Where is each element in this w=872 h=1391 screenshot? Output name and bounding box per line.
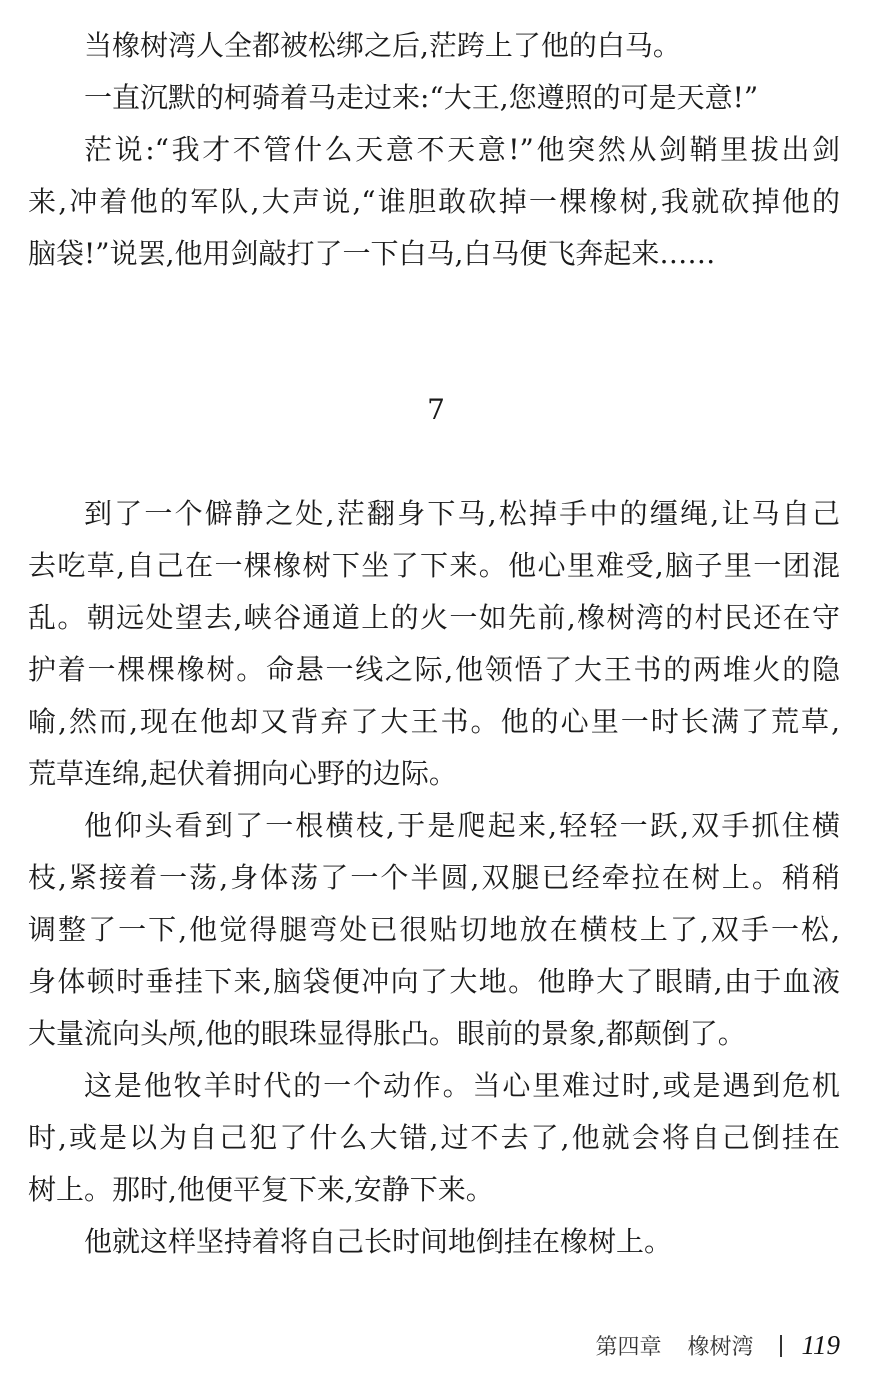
chapter-label: 第四章 [595,1335,662,1360]
text-line: 身体顿时垂挂下来,脑袋便冲向了大地。他睁大了眼睛,由于血液 [28,965,840,998]
text-line: 一直沉默的柯骑着马走过来:“大王,您遵照的可是天意!” [84,81,759,114]
text-line: 当橡树湾人全都被松绑之后,茫跨上了他的白马。 [84,29,681,62]
text-line: 去吃草,自己在一棵橡树下坐了下来。他心里难受,脑子里一团混 [28,549,840,582]
text-line: 大量流向头颅,他的眼珠显得胀凸。眼前的景象,都颠倒了。 [28,1017,746,1050]
text-line: 喻,然而,现在他却又背弃了大王书。他的心里一时长满了荒草, [28,705,840,738]
text-line: 乱。朝远处望去,峡谷通道上的火一如先前,橡树湾的村民还在守 [28,601,840,634]
text-line: 脑袋!”说罢,他用剑敲打了一下白马,白马便飞奔起来…… [28,237,716,270]
text-line: 这是他牧羊时代的一个动作。当心里难过时,或是遇到危机 [84,1069,840,1102]
text-line: 茫说:“我才不管什么天意不天意!”他突然从剑鞘里拔出剑 [84,133,840,166]
text-line: 他就这样坚持着将自己长时间地倒挂在橡树上。 [84,1225,673,1258]
text-line: 时,或是以为自己犯了什么大错,过不去了,他就会将自己倒挂在 [28,1121,840,1154]
text-line: 调整了一下,他觉得腿弯处已很贴切地放在横枝上了,双手一松, [28,913,840,946]
section-number-heading: 7 [427,393,445,426]
text-line: 枝,紧接着一荡,身体荡了一个半圆,双腿已经牵拉在树上。稍稍 [28,861,840,894]
text-line: 荒草连绵,起伏着拥向心野的边际。 [28,757,457,790]
text-line: 他仰头看到了一根横枝,于是爬起来,轻轻一跃,双手抓住横 [84,809,840,842]
chapter-title: 橡树湾 [687,1335,754,1360]
section-2 [28,488,840,1268]
text-line: 护着一棵棵橡树。命悬一线之际,他领悟了大王书的两堆火的隐 [28,653,840,686]
page-footer [595,1330,840,1361]
footer-divider [780,1335,782,1357]
text-line: 树上。那时,他便平复下来,安静下来。 [28,1173,494,1206]
section-1 [28,20,840,280]
text-line: 到了一个僻静之处,茫翻身下马,松掉手中的缰绳,让马自己 [84,497,840,530]
page-number: 119 [801,1330,840,1360]
text-line: 来,冲着他的军队,大声说,“谁胆敢砍掉一棵橡树,我就砍掉他的 [28,185,840,218]
